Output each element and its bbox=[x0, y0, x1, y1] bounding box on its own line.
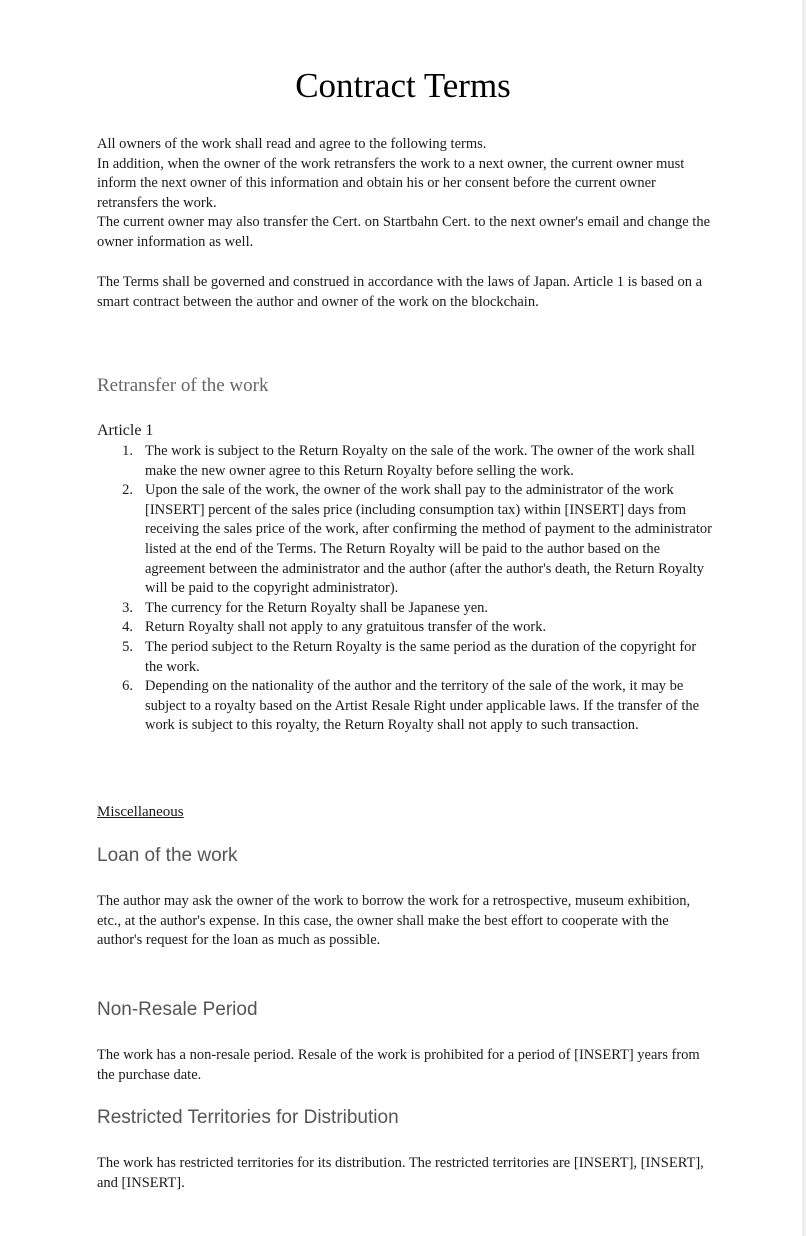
section-heading-non-resale: Non-Resale Period bbox=[97, 999, 258, 1020]
list-item bbox=[97, 599, 712, 619]
article-label: Article 1 bbox=[97, 422, 154, 439]
list-item-text: Depending on the nationality of the author and the territory of the sale of the work, it may be subject to a royalty based on the Artist Resale Right under applicable laws. If the transfer of the work is subject to this royalty, the Return Royalty shall not apply to such transaction. bbox=[145, 678, 700, 734]
list-item-text: Upon the sale of the work, the owner of the work shall pay to the administrator of the work [INSERT] percent of the sales price (including consumption tax) within [INSERT] days from receiving the sales price of the work, after confirming the method of payment to the administrator listed at the end of the Terms. The Return Royalty will be paid to the author based on the agreement between the administrator and the author (after the author's death, the Return Royalty will be paid to the copyright administrator). bbox=[145, 482, 712, 597]
section-heading-loan: Loan of the work bbox=[97, 845, 238, 866]
list-item-text: The period subject to the Return Royalty is the same period as the duration of the copyright for the work. bbox=[145, 638, 697, 675]
list-item-number: 2. bbox=[122, 482, 133, 499]
section-heading-retransfer: Retransfer of the work bbox=[97, 375, 269, 396]
list-item bbox=[97, 481, 712, 599]
governing-law-paragraph bbox=[97, 273, 712, 312]
intro-paragraph: All owners of the work shall read and agree to the following terms. bbox=[97, 136, 487, 152]
list-item-number: 6. bbox=[122, 678, 133, 695]
page-edge bbox=[802, 0, 806, 1236]
list-item-number: 1. bbox=[122, 443, 133, 459]
governing-law-text: The Terms shall be governed and construed in accordance with the laws of Japan. Article 1 is based on a smart contract between the author and owner of the work on the blockchain. bbox=[97, 274, 703, 310]
document-title: Contract Terms bbox=[295, 66, 511, 105]
loan-paragraph bbox=[97, 892, 712, 951]
non-resale-text: The work has a non-resale period. Resale of the work is prohibited for a period of [INSERT] years from the purchase date. bbox=[97, 1047, 700, 1083]
list-item-text: The work is subject to the Return Royalty on the sale of the work. The owner of the work shall make the new owner agree to this Return Royalty before selling the work. bbox=[145, 443, 695, 479]
article-1-list bbox=[97, 442, 712, 736]
restricted-territories-text: The work has restricted territories for its distribution. The restricted territories are [INSERT], [INSERT], and [INSERT]. bbox=[97, 1155, 704, 1191]
section-heading-restricted-territories: Restricted Territories for Distribution bbox=[97, 1107, 399, 1128]
intro-paragraph: The current owner may also transfer the Cert. on Startbahn Cert. to the next owner's email and change the owner information as well. bbox=[97, 214, 711, 250]
miscellaneous-label: Miscellaneous bbox=[97, 804, 184, 820]
list-item bbox=[97, 442, 712, 481]
list-item bbox=[97, 677, 712, 736]
list-item-text: The currency for the Return Royalty shall be Japanese yen. bbox=[145, 599, 489, 616]
non-resale-paragraph bbox=[97, 1046, 712, 1085]
list-item-text: Return Royalty shall not apply to any gratuitous transfer of the work. bbox=[145, 619, 547, 636]
list-item-number: 5. bbox=[122, 638, 133, 655]
restricted-territories-paragraph bbox=[97, 1154, 712, 1193]
list-item bbox=[97, 638, 712, 677]
list-item-number: 4. bbox=[122, 619, 133, 636]
list-item-number: 3. bbox=[122, 599, 133, 616]
intro-paragraph: In addition, when the owner of the work retransfers the work to a next owner, the current owner must inform the next owner of this information and obtain his or her consent before the current owner retransfers the work. bbox=[97, 155, 685, 211]
list-item bbox=[97, 618, 712, 638]
intro-block bbox=[97, 135, 712, 253]
loan-text: The author may ask the owner of the work to borrow the work for a retrospective, museum exhibition, etc., at the author's expense. In this case, the owner shall make the best effort to cooperate with the author's request for the loan as much as possible. bbox=[97, 893, 691, 949]
